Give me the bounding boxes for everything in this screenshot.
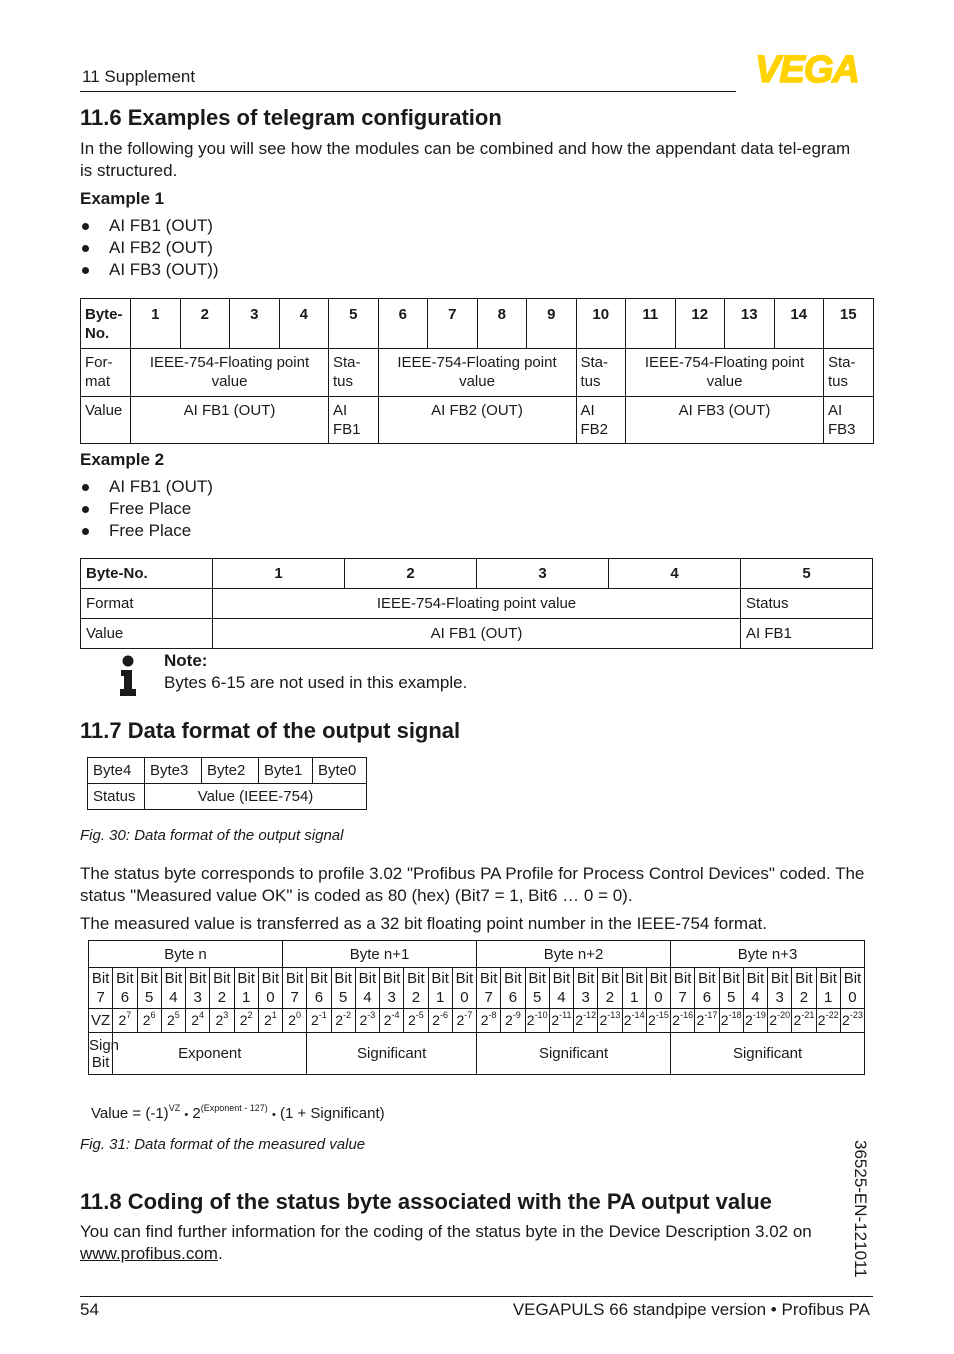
power-exponent: -23 [849, 1010, 863, 1020]
power-cell [258, 1009, 282, 1033]
power-base: 2 [432, 1012, 441, 1028]
bit-word: Bit [140, 970, 158, 987]
power-base: 2 [239, 1012, 248, 1028]
float-cell: IEEE-754-Floating point value [378, 349, 576, 397]
bit-number: 1 [824, 989, 833, 1006]
formula-suffix: (1 + Significant) [280, 1105, 385, 1122]
power-exponent: -13 [607, 1010, 621, 1020]
list-item: AI FB3 (OUT)) [80, 259, 219, 281]
bit-number: 6 [120, 989, 130, 1006]
power-base: 2 [311, 1012, 319, 1028]
formula-sup-exp: (Exponent - 127) [200, 1103, 268, 1113]
coding-paragraph [80, 1221, 870, 1265]
power-cell [598, 1009, 622, 1033]
power-cell [792, 1009, 816, 1033]
power-base: 2 [505, 1012, 513, 1028]
power-cell [574, 1009, 598, 1033]
bit-word: Bit [382, 970, 401, 987]
bit-cell [234, 968, 258, 1009]
bit-cell [574, 968, 598, 1009]
power-cell [622, 1009, 646, 1033]
significant-cell: Significant [307, 1033, 477, 1075]
power-exponent: -5 [415, 1010, 424, 1020]
note-title: Note: [164, 651, 208, 670]
power-cell [646, 1009, 670, 1033]
list-item: AI FB1 (OUT) [80, 215, 219, 237]
page-number: 54 [80, 1300, 99, 1319]
byte-cell: 9 [527, 299, 577, 349]
profibus-link[interactable]: www.profibus.com [80, 1244, 218, 1263]
bit-cell [428, 968, 452, 1009]
bit-word: Bit [237, 970, 255, 987]
section-title-11-8: 11.8 Coding of the status byte associated with the PA output value [80, 1189, 772, 1214]
bit-cell [695, 968, 719, 1009]
bit-number: 4 [751, 989, 760, 1006]
power-exponent: 2 [247, 1010, 253, 1020]
bit-cell [283, 968, 307, 1009]
power-base: 2 [456, 1012, 465, 1028]
byte-cell: 3 [230, 299, 280, 349]
bit-word: Bit [770, 970, 789, 987]
byte-header: Byte n+2 [477, 941, 671, 968]
byte-cell: 2 [180, 299, 230, 349]
power-base: 2 [480, 1012, 489, 1028]
power-cell [816, 1009, 840, 1033]
power-base: 2 [648, 1012, 656, 1028]
significant-cell: Significant [477, 1033, 671, 1075]
power-cell [283, 1009, 307, 1033]
bit-cell [816, 968, 840, 1009]
power-exponent: 3 [223, 1010, 229, 1020]
bit-cell [743, 968, 767, 1009]
format-label: Format [81, 589, 213, 619]
byte-label: Byte2 [202, 758, 259, 784]
bit-number: 4 [169, 989, 178, 1006]
info-icon [118, 655, 138, 697]
formula-prefix: Value = (-1) [91, 1105, 169, 1122]
section-title-11-6: 11.6 Examples of telegram configuration [80, 105, 502, 130]
list-item: AI FB2 (OUT) [80, 237, 219, 259]
bit-number: 0 [460, 989, 469, 1006]
bit-number: 1 [435, 989, 445, 1006]
bit-word: Bit [479, 970, 498, 987]
byte-cell: 10 [576, 299, 626, 349]
power-cell [380, 1009, 404, 1033]
bit-cell [210, 968, 234, 1009]
bit-cell [258, 968, 282, 1009]
logo-text: VEGA [755, 52, 859, 86]
power-cell [525, 1009, 549, 1033]
bit-cell [646, 968, 670, 1009]
bit-number: 0 [848, 989, 857, 1006]
status-label: Status [88, 784, 145, 810]
bit-word: Bit [285, 970, 304, 987]
power-base: 2 [769, 1012, 778, 1028]
bit-word: Bit [504, 970, 522, 987]
bit-word: Bit [310, 970, 328, 987]
sign-bit-cell: Sign Bit [89, 1033, 113, 1075]
bit-number: 7 [290, 989, 299, 1006]
bit-word: Bit [843, 970, 862, 987]
list-item: Free Place [80, 520, 213, 542]
bit-word: Bit [576, 970, 595, 987]
significant-cell: Significant [671, 1033, 865, 1075]
byte-cell: 5 [329, 299, 379, 349]
float-cell: IEEE-754-Floating point value [213, 589, 741, 619]
bit-word: Bit [188, 970, 207, 987]
format-label: For-mat [81, 349, 131, 397]
power-base: 2 [288, 1012, 297, 1028]
bit-word: Bit [334, 970, 352, 987]
bit-word: Bit [455, 970, 474, 987]
bit-number: 3 [387, 989, 396, 1006]
formula-sup-vz: VZ [168, 1103, 181, 1113]
power-base: 2 [793, 1012, 802, 1028]
bit-cell [89, 968, 113, 1009]
bit-cell [355, 968, 379, 1009]
bit-cell [307, 968, 331, 1009]
power-exponent: -8 [488, 1010, 497, 1020]
bit-number: 3 [193, 989, 202, 1006]
footer-rule [80, 1296, 873, 1297]
power-cell [501, 1009, 525, 1033]
power-cell [840, 1009, 864, 1033]
power-cell [137, 1009, 161, 1033]
byte-cell: 6 [378, 299, 428, 349]
bit-number: 4 [363, 989, 372, 1006]
bit-cell [113, 968, 137, 1009]
example1-list [80, 215, 219, 281]
power-cell [331, 1009, 355, 1033]
bit-cell [792, 968, 816, 1009]
status-paragraph: The status byte corresponds to profile 3.02 "Profibus PA Profile for Process Control Devices" coded. The status "Measured value OK" is coded as 80 (hex) (Bit7 = 1, Bit6 … 0 = 0). [80, 864, 865, 905]
bit-word: Bit [116, 970, 134, 987]
bit-cell [501, 968, 525, 1009]
power-cell [113, 1009, 137, 1033]
status-cell: Status [741, 589, 873, 619]
bit-number: 1 [241, 989, 251, 1006]
power-exponent: -4 [391, 1010, 400, 1020]
bit-number: 7 [678, 989, 687, 1006]
bit-number: 6 [508, 989, 518, 1006]
formula-dot: • [271, 1109, 276, 1121]
bit-number: 3 [775, 989, 784, 1006]
bit-number: 5 [533, 989, 542, 1006]
status-cell: Sta-tus [576, 349, 626, 397]
byte-label: Byte4 [88, 758, 145, 784]
power-base: 2 [359, 1012, 368, 1028]
figure-caption-31: Fig. 31: Data format of the measured value [80, 1136, 366, 1153]
power-exponent: 0 [296, 1010, 302, 1020]
value-cell: AI FB1 (OUT) [213, 619, 741, 649]
bit-word: Bit [819, 970, 837, 987]
power-exponent: -20 [777, 1010, 791, 1020]
power-exponent: -15 [655, 1010, 669, 1020]
byte-cell: 13 [725, 299, 775, 349]
bit-cell [477, 968, 501, 1009]
note-text: Bytes 6-15 are not used in this example. [164, 673, 468, 692]
power-exponent: -17 [704, 1010, 718, 1020]
power-cell [307, 1009, 331, 1033]
footer-document-title: VEGAPULS 66 standpipe version • Profibus PA [512, 1300, 870, 1319]
value-formula [91, 1105, 385, 1122]
value-cell: AI FB2 (OUT) [378, 397, 576, 444]
document-id: 36525-EN-121011 [851, 1140, 870, 1278]
section-title-11-7: 11.7 Data format of the output signal [80, 718, 461, 743]
power-cell [452, 1009, 476, 1033]
byte-cell: 4 [279, 299, 329, 349]
power-exponent: -10 [534, 1010, 548, 1020]
bit-cell [331, 968, 355, 1009]
bit-table [88, 940, 865, 1075]
power-base: 2 [263, 1012, 272, 1028]
byte-header: Byte n+3 [671, 941, 865, 968]
bit-word: Bit [795, 970, 813, 987]
list-item: Free Place [80, 498, 213, 520]
power-exponent: 1 [271, 1010, 277, 1020]
power-cell [210, 1009, 234, 1033]
power-exponent: -9 [512, 1010, 521, 1020]
bit-word: Bit [431, 970, 449, 987]
power-base: 2 [842, 1012, 850, 1028]
power-base: 2 [142, 1012, 151, 1028]
value-ieee-label: Value (IEEE-754) [145, 784, 367, 810]
formula-two: 2 [192, 1105, 201, 1122]
vz-cell: VZ [89, 1009, 113, 1033]
byte-cell: 5 [741, 559, 873, 589]
power-base: 2 [215, 1012, 224, 1028]
power-exponent: -3 [367, 1010, 376, 1020]
power-base: 2 [817, 1012, 826, 1028]
power-base: 2 [720, 1012, 729, 1028]
coding-text: You can find further information for the coding of the status byte in the Device Description 3.02 on [80, 1222, 812, 1241]
value-status-cell: AI FB1 [741, 619, 873, 649]
byte-header: Byte n+1 [283, 941, 477, 968]
power-exponent: -14 [631, 1010, 645, 1020]
bit-number: 2 [217, 989, 227, 1006]
example1-table [80, 298, 874, 444]
byte-no-header: Byte-No. [81, 299, 131, 349]
power-exponent: 7 [126, 1010, 132, 1020]
value-label: Value [81, 619, 213, 649]
bit-number: 6 [314, 989, 324, 1006]
intro-paragraph: In the following you will see how the modules can be combined and how the appendant data tel-egram is structured. [80, 139, 851, 180]
power-exponent: 6 [150, 1010, 156, 1020]
power-exponent: -16 [680, 1010, 694, 1020]
value-status-cell: AI FB1 [329, 397, 379, 444]
header-rule [80, 91, 736, 92]
bit-number: 5 [338, 989, 348, 1006]
power-cell [234, 1009, 258, 1033]
bit-word: Bit [552, 970, 571, 987]
byte-cell: 12 [675, 299, 725, 349]
bit-cell [622, 968, 646, 1009]
power-base: 2 [526, 1012, 535, 1028]
status-cell: Sta-tus [329, 349, 379, 397]
power-cell [186, 1009, 210, 1033]
figure-caption-30: Fig. 30: Data format of the output signal [80, 827, 344, 844]
bit-word: Bit [164, 970, 183, 987]
bit-number: 3 [581, 989, 590, 1006]
bit-word: Bit [91, 970, 110, 987]
byte-cell: 2 [345, 559, 477, 589]
bit-word: Bit [698, 970, 716, 987]
status-cell: Sta-tus [824, 349, 874, 397]
bit-cell [137, 968, 161, 1009]
power-exponent: -6 [440, 1010, 449, 1020]
bit-word: Bit [625, 970, 643, 987]
bit-word: Bit [673, 970, 692, 987]
byte-cell: 15 [824, 299, 874, 349]
coding-period: . [217, 1244, 223, 1263]
power-base: 2 [696, 1012, 705, 1028]
bit-word: Bit [358, 970, 377, 987]
power-cell [355, 1009, 379, 1033]
example2-table [80, 558, 873, 649]
bit-word: Bit [407, 970, 425, 987]
power-cell [671, 1009, 695, 1033]
power-base: 2 [575, 1012, 584, 1028]
bit-word: Bit [528, 970, 546, 987]
power-exponent: -7 [464, 1010, 473, 1020]
bit-cell [161, 968, 185, 1009]
power-base: 2 [672, 1012, 681, 1028]
example2-label: Example 2 [80, 450, 165, 469]
bit-word: Bit [213, 970, 231, 987]
output-format-table [87, 757, 367, 810]
bit-number: 7 [484, 989, 493, 1006]
power-exponent: -22 [825, 1010, 839, 1020]
float-cell: IEEE-754-Floating point value [131, 349, 329, 397]
value-label: Value [81, 397, 131, 444]
power-exponent: -21 [801, 1010, 815, 1020]
power-base: 2 [383, 1012, 392, 1028]
byte-cell: 1 [131, 299, 181, 349]
example1-label: Example 1 [80, 189, 165, 208]
byte-cell: 3 [477, 559, 609, 589]
formula-dot: • [184, 1109, 189, 1121]
power-cell [477, 1009, 501, 1033]
value-cell: AI FB1 (OUT) [131, 397, 329, 444]
byte-cell: 1 [213, 559, 345, 589]
power-base: 2 [335, 1012, 344, 1028]
power-exponent: 5 [174, 1010, 180, 1020]
byte-no-header: Byte-No. [81, 559, 213, 589]
bit-cell [380, 968, 404, 1009]
byte-cell: 11 [626, 299, 676, 349]
power-exponent: 4 [199, 1010, 205, 1020]
power-exponent: -18 [728, 1010, 742, 1020]
bit-cell [719, 968, 743, 1009]
byte-label: Byte3 [145, 758, 202, 784]
vega-logo [740, 52, 874, 86]
bit-number: 0 [266, 989, 275, 1006]
power-exponent: -12 [583, 1010, 597, 1020]
power-cell [743, 1009, 767, 1033]
bit-number: 5 [727, 989, 736, 1006]
byte-cell: 7 [428, 299, 478, 349]
byte-cell: 8 [477, 299, 527, 349]
bit-number: 2 [799, 989, 809, 1006]
bit-number: 0 [654, 989, 663, 1006]
bit-number: 1 [630, 989, 639, 1006]
bit-word: Bit [722, 970, 740, 987]
bit-number: 2 [411, 989, 421, 1006]
value-status-cell: AI FB3 [824, 397, 874, 444]
list-item: AI FB1 (OUT) [80, 476, 213, 498]
bit-cell [525, 968, 549, 1009]
byte-header: Byte n [89, 941, 283, 968]
power-base: 2 [191, 1012, 200, 1028]
value-cell: AI FB3 (OUT) [626, 397, 824, 444]
bit-row [89, 968, 865, 1009]
bit-cell [549, 968, 573, 1009]
power-base: 2 [599, 1012, 608, 1028]
bit-number: 2 [605, 989, 615, 1006]
power-exponent: -2 [343, 1010, 352, 1020]
byte-label: Byte1 [259, 758, 313, 784]
bit-number: 5 [144, 989, 154, 1006]
byte-label: Byte0 [313, 758, 367, 784]
power-cell [404, 1009, 428, 1033]
bit-number: 7 [96, 989, 105, 1006]
power-base: 2 [408, 1012, 416, 1028]
bit-cell [404, 968, 428, 1009]
measured-value-paragraph: The measured value is transferred as a 32 bit floating point number in the IEEE-754 format. [80, 914, 767, 933]
power-cell [719, 1009, 743, 1033]
bit-word: Bit [261, 970, 280, 987]
bit-cell [186, 968, 210, 1009]
bit-cell [598, 968, 622, 1009]
bit-cell [840, 968, 864, 1009]
byte-cell: 14 [774, 299, 824, 349]
power-base: 2 [166, 1012, 175, 1028]
exponent-row [89, 1009, 865, 1033]
bit-number: 6 [702, 989, 712, 1006]
bit-word: Bit [746, 970, 765, 987]
bit-cell [452, 968, 476, 1009]
power-cell [428, 1009, 452, 1033]
power-cell [768, 1009, 792, 1033]
power-cell [695, 1009, 719, 1033]
header-section: 11 Supplement [82, 67, 196, 86]
value-status-cell: AI FB2 [576, 397, 626, 444]
power-exponent: -11 [559, 1010, 572, 1020]
example2-list [80, 476, 213, 542]
power-exponent: -19 [752, 1010, 766, 1020]
bit-word: Bit [649, 970, 668, 987]
power-base: 2 [745, 1012, 753, 1028]
power-base: 2 [118, 1012, 127, 1028]
bit-word: Bit [601, 970, 619, 987]
power-base: 2 [623, 1012, 632, 1028]
exponent-cell: Exponent [113, 1033, 307, 1075]
power-cell [549, 1009, 573, 1033]
power-base: 2 [551, 1012, 560, 1028]
power-exponent: -1 [318, 1010, 327, 1020]
bit-number: 4 [557, 989, 566, 1006]
bit-cell [768, 968, 792, 1009]
byte-cell: 4 [609, 559, 741, 589]
power-cell [161, 1009, 185, 1033]
float-cell: IEEE-754-Floating point value [626, 349, 824, 397]
bit-cell [671, 968, 695, 1009]
